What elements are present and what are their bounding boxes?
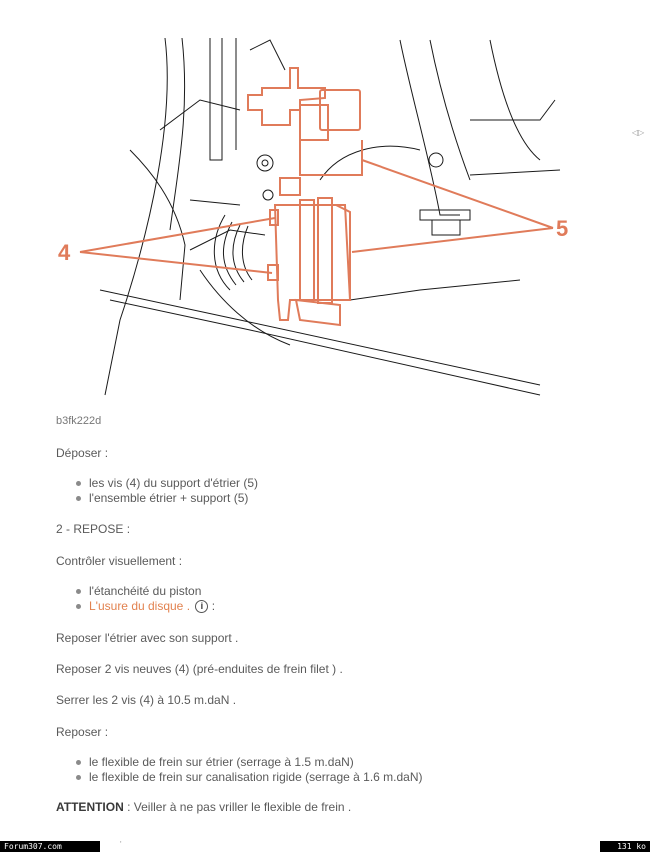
list-item: L'usure du disque . i : (72, 599, 215, 614)
list-item: l'étanchéité du piston (72, 584, 215, 599)
repose-section-title: 2 - REPOSE : (56, 522, 131, 536)
bullet-icon (76, 496, 81, 501)
brake-caliper-diagram (0, 0, 650, 400)
bullet-icon (76, 604, 81, 609)
bullet-icon (76, 481, 81, 486)
reposer-etrier-text: Reposer l'étrier avec son support . (56, 631, 239, 645)
callout-label-5: 5 (556, 216, 569, 241)
reposer-list (72, 755, 423, 785)
callout-label-4: 4 (58, 240, 71, 265)
caliper-drawing (0, 0, 650, 400)
attention-warning (56, 800, 351, 814)
reposer-heading: Reposer : (56, 725, 109, 739)
bullet-icon (76, 589, 81, 594)
deposer-heading: Déposer : (56, 446, 109, 460)
info-icon[interactable]: i (195, 600, 208, 613)
footer-file-size: 131 ko (600, 841, 650, 852)
controler-heading: Contrôler visuellement : (56, 554, 183, 568)
bullet-icon (76, 775, 81, 780)
list-item: le flexible de frein sur étrier (serrage à 1.5 m.daN) (72, 755, 423, 770)
footer-mark: ' (120, 840, 122, 849)
reposer-vis-text: Reposer 2 vis neuves (4) (pré-enduites de frein filet ) . (56, 662, 343, 676)
attention-text: : Veiller à ne pas vriller le flexible de frein . (123, 800, 352, 814)
list-item: l'ensemble étrier + support (5) (72, 491, 258, 506)
controler-list (72, 584, 215, 614)
deposer-list (72, 476, 258, 506)
list-item: les vis (4) du support d'étrier (5) (72, 476, 258, 491)
list-item: le flexible de frein sur canalisation rigide (serrage à 1.6 m.daN) (72, 770, 423, 785)
serrer-vis-text: Serrer les 2 vis (4) à 10.5 m.daN . (56, 693, 237, 707)
attention-label: ATTENTION (56, 800, 124, 814)
navigation-mark-icon: ◁▷ (632, 128, 645, 137)
footer-site-name: Forum307.com (0, 841, 100, 852)
image-reference: b3fk222d (56, 415, 102, 427)
bullet-icon (76, 760, 81, 765)
disc-wear-link[interactable]: L'usure du disque . (89, 599, 191, 613)
